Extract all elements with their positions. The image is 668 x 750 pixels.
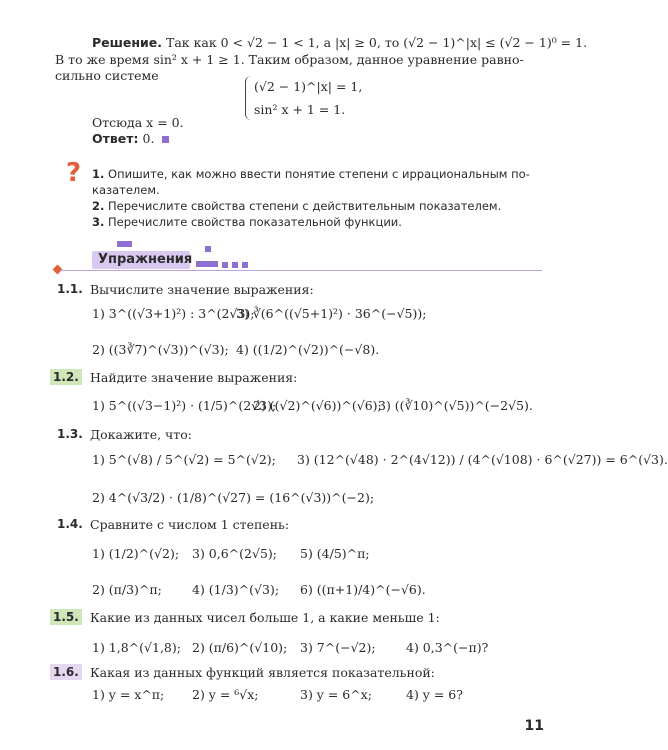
- question-num: 3.: [92, 215, 105, 229]
- answer-label: Ответ:: [92, 131, 139, 146]
- exercise-1-1-text: Вычислите значение выражения:: [90, 282, 314, 297]
- exercise-item: 3) 0,6^(2√5);: [192, 546, 277, 561]
- exercise-item: 1) (1/2)^(√2);: [92, 546, 180, 561]
- decor-block: [117, 241, 132, 247]
- question-3: [92, 214, 402, 230]
- decor-block: [222, 262, 228, 268]
- exercise-item: 2) 4^(√3/2) · (1/8)^(√27) = (16^(√3))^(−2);: [92, 490, 375, 505]
- question-2: [92, 198, 501, 214]
- question-text: Перечислите свойства показательной функции.: [108, 215, 402, 229]
- exercise-number: 1.1.: [57, 282, 83, 296]
- question-1-cont: казателем.: [92, 183, 160, 197]
- solution-label: Решение.: [92, 35, 163, 50]
- exercise-1-3-text: Докажите, что:: [90, 427, 192, 442]
- exercise-item: 1) 5^(√8) / 5^(√2) = 5^(√2);: [92, 452, 276, 467]
- exercise-item: 4) ((1/2)^(√2))^(−√8).: [236, 342, 380, 357]
- decor-block: [242, 262, 248, 268]
- exercise-item: 3) y = 6^x;: [300, 687, 372, 702]
- exercise-number: 1.4.: [57, 517, 83, 531]
- exercise-item: 2) ((√2)^(√6))^(√6);: [253, 398, 382, 413]
- decor-block: [196, 261, 218, 267]
- exercise-item: 2) (π/3)^π;: [92, 582, 162, 597]
- exercise-item: 4) 0,3^(−π)?: [406, 640, 489, 655]
- answer-value: 0.: [142, 131, 155, 146]
- end-of-proof-square: [162, 136, 169, 143]
- question-text: Опишите, как можно ввести понятие степени с иррациональным по-: [108, 167, 530, 181]
- solution-line-3: сильно системе: [55, 68, 159, 83]
- decor-block: [205, 246, 211, 252]
- exercise-item: 3) (12^(√48) · 2^(4√12)) / (4^(√108) · 6^(√27)) = 6^(√3).: [297, 452, 668, 467]
- exercise-item: 3) ((∛10)^(√5))^(−2√5).: [378, 398, 533, 413]
- exercise-number: 1.5.: [50, 609, 82, 625]
- solution-line-1: [92, 35, 587, 51]
- exercise-1-2-text: Найдите значение выражения:: [90, 370, 298, 385]
- system-equation-1: (√2 − 1)^|x| = 1,: [254, 79, 363, 94]
- exercise-item: 5) (4/5)^π;: [300, 546, 370, 561]
- solution-line-2: В то же время sin² x + 1 ≥ 1. Таким образом, данное уравнение равно-: [55, 52, 524, 67]
- decor-block: [232, 262, 238, 268]
- question-num: 1.: [92, 167, 105, 181]
- exercise-item: 3) 7^(−√2);: [300, 640, 376, 655]
- exercise-item: 6) ((π+1)/4)^(−√6).: [300, 582, 426, 597]
- exercise-item: 4) y = 6?: [406, 687, 463, 702]
- question-1: [92, 166, 530, 182]
- exercise-item: 1) 1,8^(√1,8);: [92, 640, 181, 655]
- exercise-item: 1) 3^((√3+1)²) : 3^(2√3);: [92, 306, 255, 321]
- exercise-number: 1.3.: [57, 427, 83, 441]
- exercise-item: 4) (1/3)^(√3);: [192, 582, 280, 597]
- question-num: 2.: [92, 199, 105, 213]
- question-mark-icon: ?: [66, 158, 82, 188]
- exercise-item: 1) y = x^π;: [92, 687, 165, 702]
- exercise-1-5-text: Какие из данных чисел больше 1, а какие меньше 1:: [90, 610, 440, 625]
- solution-hence: Отсюда x = 0.: [92, 115, 184, 130]
- system-brace: [245, 76, 252, 120]
- question-text: Перечислите свойства степени с действительным показателем.: [108, 199, 502, 213]
- exercise-item: 1) 5^((√3−1)²) · (1/5)^(2√3);: [92, 398, 277, 413]
- solution-text-1: Так как 0 < √2 − 1 < 1, а |x| ≥ 0, то (√2 − 1)^|x| ≤ (√2 − 1)⁰ = 1.: [166, 35, 588, 50]
- system-equation-2: sin² x + 1 = 1.: [254, 102, 346, 117]
- heading-rule: [60, 270, 542, 271]
- solution-answer: [92, 131, 169, 147]
- exercise-number: 1.6.: [50, 664, 82, 680]
- exercise-number: 1.2.: [50, 369, 82, 385]
- exercise-item: 3) ∛(6^((√5+1)²) · 36^(−√5));: [236, 306, 427, 321]
- page-number: 11: [524, 718, 544, 734]
- exercise-item: 2) (π/6)^(√10);: [192, 640, 288, 655]
- exercise-1-4-text: Сравните с числом 1 степень:: [90, 517, 290, 532]
- exercise-item: 2) ((3∛7)^(√3))^(√3);: [92, 342, 229, 357]
- exercise-1-6-text: Какая из данных функций является показательной:: [90, 665, 435, 680]
- exercise-item: 2) y = ⁶√x;: [192, 687, 259, 702]
- exercises-heading: Упражнения: [98, 252, 193, 267]
